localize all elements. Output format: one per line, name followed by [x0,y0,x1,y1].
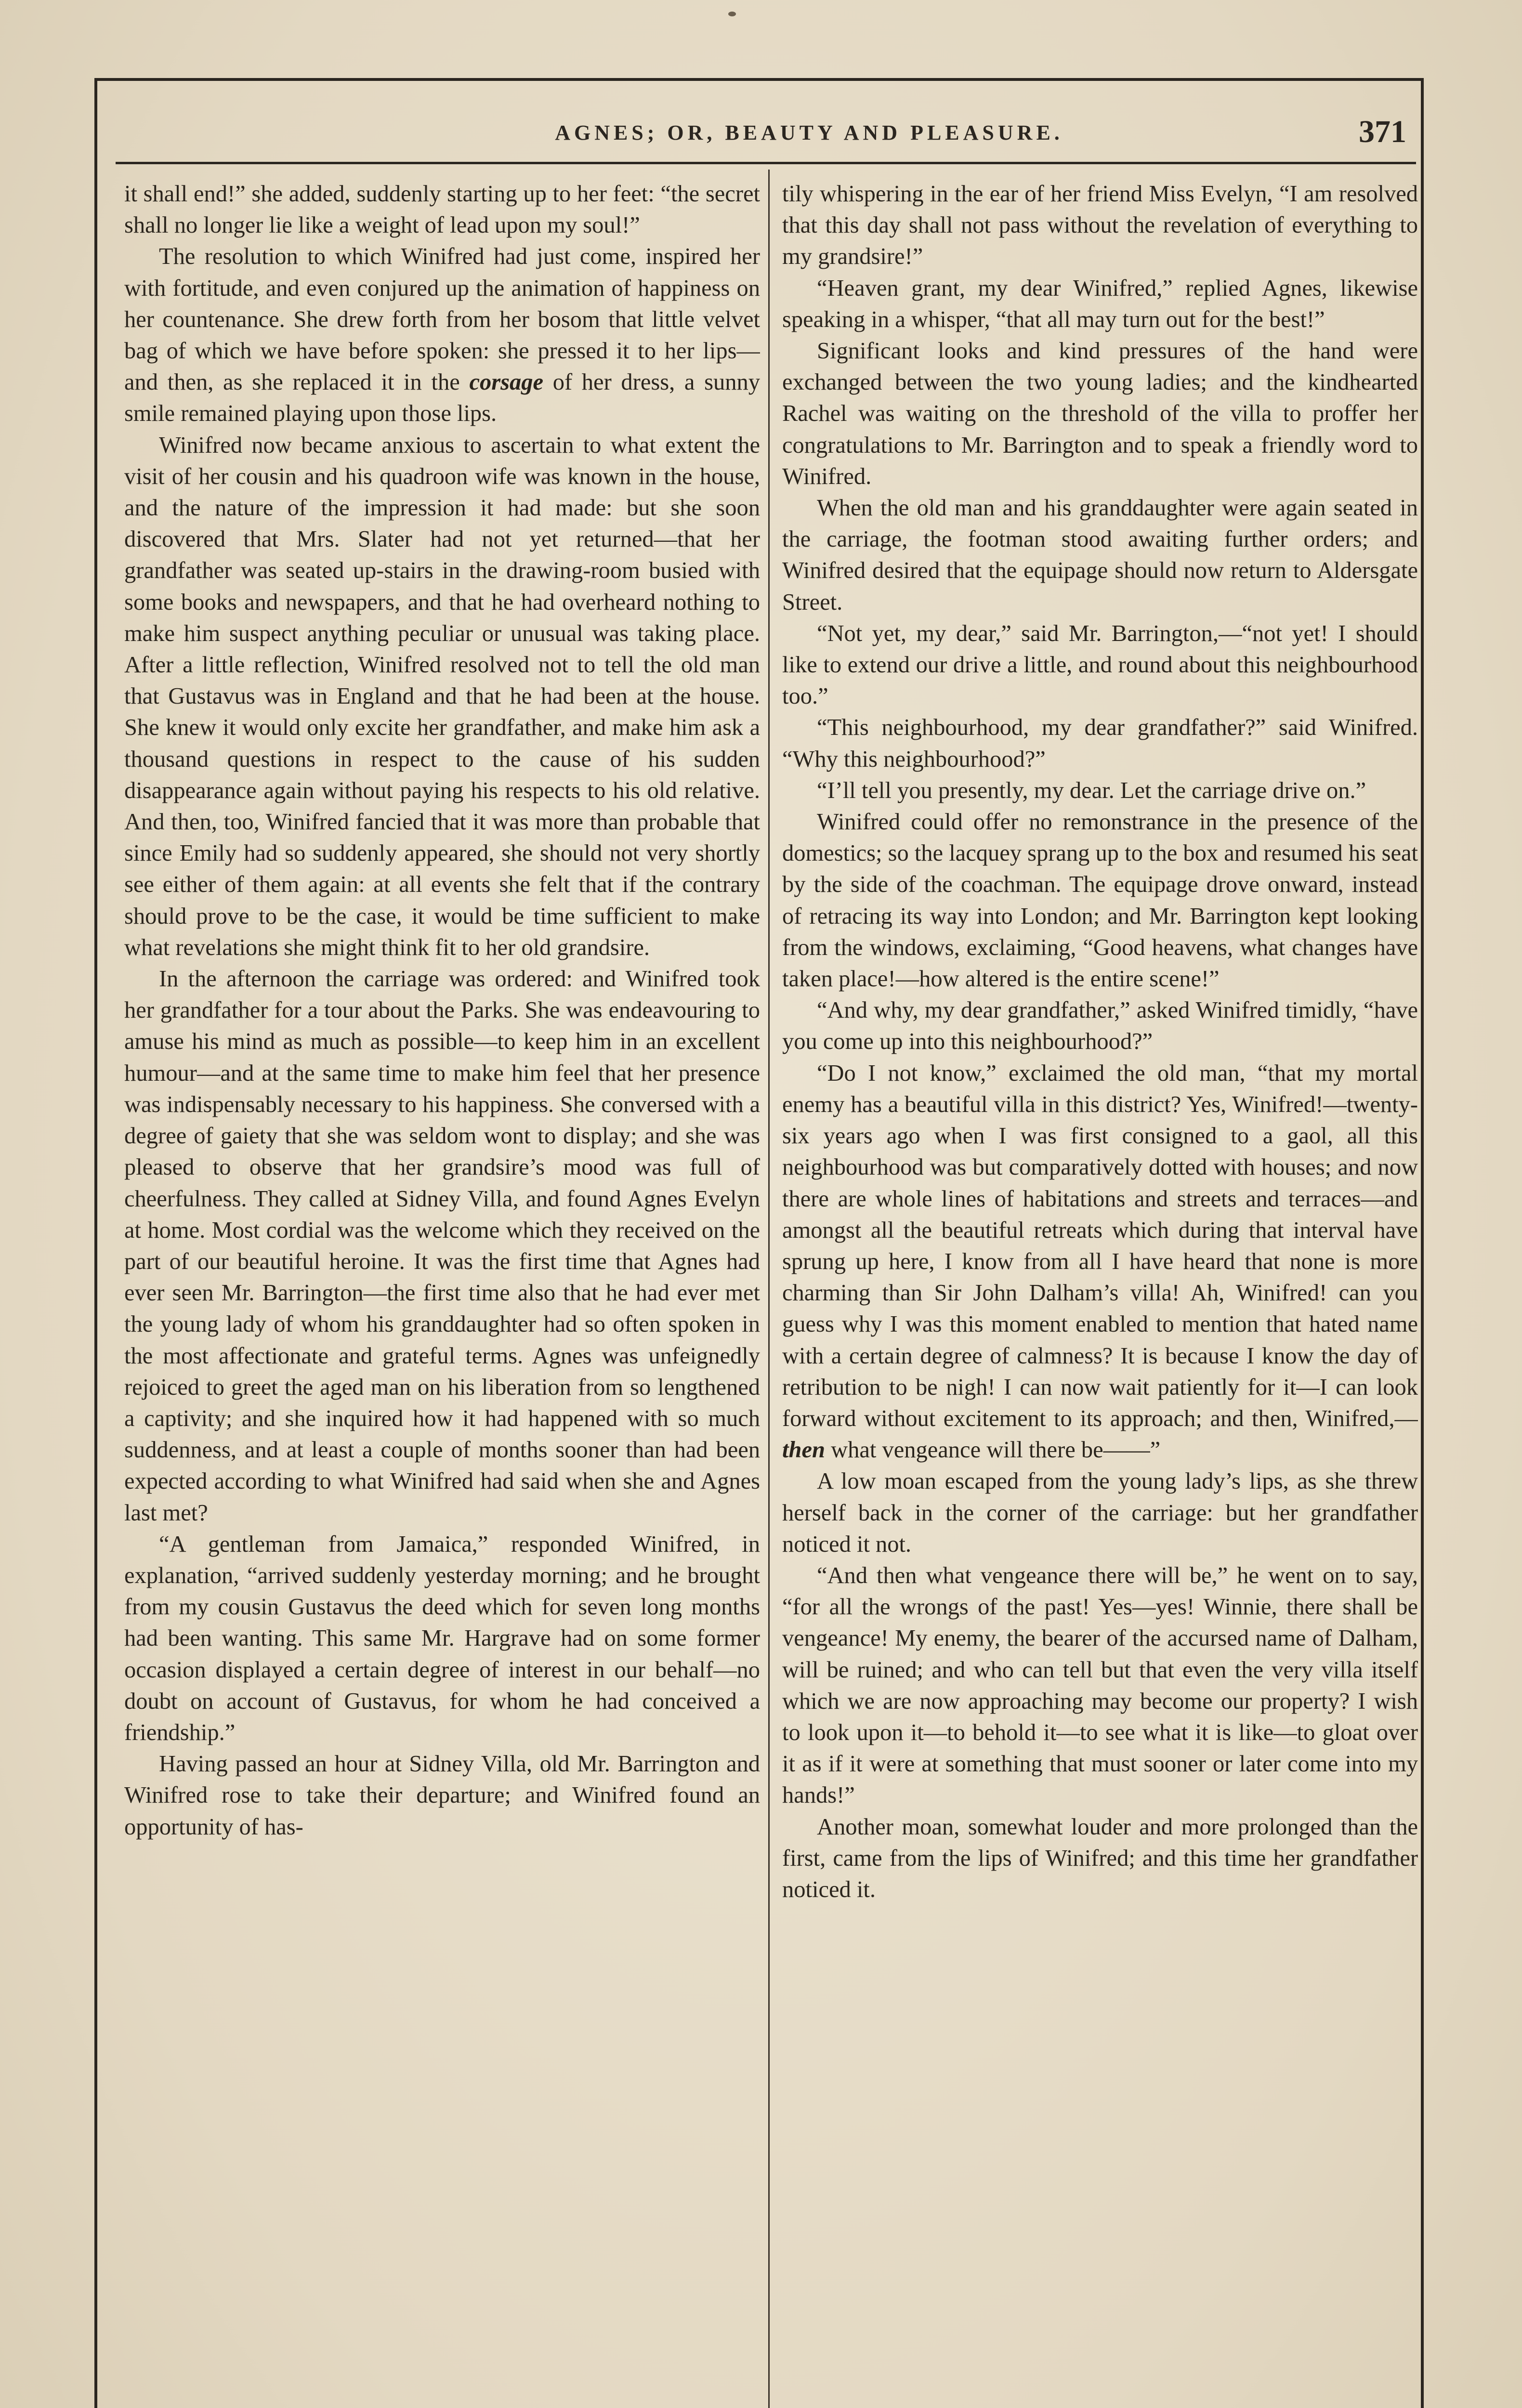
paragraph: In the afternoon the carriage was ordered: and Winifred took her grandfather for a tour about the Parks. She was endeavouring to amuse his mind as much as possible—to keep him in an excellent humour—and at the same time to make him feel that her presence was indispensably necessary to his happiness. She conversed with a degree of gaiety that she was seldom wont to display; and she was pleased to observe that her grandsire’s mood was full of cheerfulness. They called at Sidney Villa, and found Agnes Evelyn at home. Most cordial was the welcome which they received on the part of our beautiful heroine. It was the first time that Agnes had ever seen Mr. Barrington—the first time also that he had ever met the young lady of whom his granddaughter had so often spoken in the most affectionate and grateful terms. Agnes was unfeignedly rejoiced to greet the aged man on his liberation from so lengthened a captivity; and she inquired how it had happened with so much suddenness, and at least a couple of months sooner than had been expected according to what Winifred had said when she and Agnes last met? [124,966,760,1526]
column-divider [768,170,770,2408]
paragraph: When the old man and his granddaughter were again seated in the carriage, the footman stood awaiting further orders; and Winifred desired that the equipage should now return to Aldersgate Street. [782,495,1418,615]
paragraph-text: what vengeance will there be——” [831,1437,1161,1463]
paragraph: tily whispering in the ear of her friend Miss Evelyn, “I am resolved that this day shall not pass without the revelation of everything to my grandsire!” [782,181,1418,270]
paragraph: Winifred now became anxious to ascertain to what extent the visit of her cousin and his quadroon wife was known in the house, and the nature of the impression it had made: but she soon discovered that Mrs. Slater had not yet returned—that her grandfather was seated up-stairs in the drawing-room busied with some books and newspapers, and that he had overheard nothing to make him suspect anything peculiar or unusual was taking place. After a little reflection, Winifred resolved not to tell the old man that Gustavus was in England and that he had been at the house. She knew it would only excite her grandfather, and make him ask a thousand questions in respect to the cause of his sudden disappearance again without paying his respects to his old relative. And then, too, Winifred fancied that it was more than probable that since Emily had so suddenly appeared, she should not very shortly see either of them again: at all events she felt that if the contrary should prove to be the case, it would be time sufficient to make what revelations she might think fit to her old grandsire. [124,432,760,960]
paragraph: A low moan escaped from the young lady’s lips, as she threw herself back in the corner of the carriage: but her grandfather noticed it not. [782,1468,1418,1557]
paragraph: “Heaven grant, my dear Winifred,” replied Agnes, likewise speaking in a whisper, “that all may turn out for the best!” [782,275,1418,332]
paragraph: “This neighbourhood, my dear grandfather?” said Winifred. “Why this neighbourhood?” [782,715,1418,772]
left-column [124,178,760,2408]
paragraph: Another moan, somewhat louder and more prolonged than the first, came from the lips of Winifred; and this time her grandfather noticed it. [782,1814,1418,1902]
paragraph: Winifred could offer no remonstrance in the presence of the domestics; so the lacquey sprang up to the box and resumed his seat by the side of the coachman. The equipage drove onward, instead of retracing its way into London; and Mr. Barrington kept looking from the windows, exclaiming, “Good heavens, what changes have taken place!—how altered is the entire scene!” [782,809,1418,992]
paragraph: “Not yet, my dear,” said Mr. Barrington,—“not yet! I should like to extend our drive a little, and round about this neighbourhood too.” [782,620,1418,709]
running-title: AGNES; OR, BEAUTY AND PLEASURE. [555,121,1063,144]
paragraph: it shall end!” she added, suddenly starting up to her feet: “the secret shall no longer lie like a weight of lead upon my soul!” [124,181,760,238]
paragraph [782,1058,1418,1466]
page-number: 371 [1359,114,1406,149]
italic-word: corsage [469,369,543,395]
paragraph-text: of her dress, a sunny smile remained playing upon those lips. [124,369,760,427]
paragraph: Significant looks and kind pressures of the hand were exchanged between the two young ladies; and the kindhearted Rachel was waiting on the threshold of the villa to proffer her congratulations to Mr. Barrington and to speak a friendly word to Winifred. [782,338,1418,489]
paragraph-text: “Do I not know,” exclaimed the old man, “that my mortal enemy has a beautiful villa in this district? Yes, Winifred!—twenty-six years ago when I was first consigned to a gaol, all this neighbourhood was but comparatively dotted with houses; and now there are whole lines of habitations and streets and terraces—and amongst all the beautiful retreats which during that interval have sprung up here, I know from all I have heard that none is more charming than Sir John Dalham’s villa! Ah, Winifred! can you guess why I was this moment enabled to mention that hated name with a certain degree of calmness? It is because I know the day of retribution to be nigh! I can now wait patiently for it—I can look forward without excitement to its approach; and then, Winifred,— [782,1060,1418,1431]
paragraph: “A gentleman from Jamaica,” responded Winifred, in explanation, “arrived suddenly yesterday morning; and he brought from my cousin Gustavus the deed which for seven long months had been wanting. This same Mr. Hargrave had on some former occasion displayed a certain degree of interest in our behalf—no doubt on account of Gustavus, for whom he had conceived a friendship.” [124,1531,760,1745]
paragraph-text: The resolution to which Winifred had just come, inspired her with fortitude, and even conjured up the animation of happiness on her countenance. She drew forth from her bosom that little velvet bag of which we have before spoken: she pressed it to her lips—and then, as she replaced it in the [124,244,760,395]
paragraph: “And why, my dear grandfather,” asked Winifred timidly, “have you come up into this neighbourhood?” [782,997,1418,1055]
paragraph: Having passed an hour at Sidney Villa, old Mr. Barrington and Winifred rose to take their departure; and Winifred found an opportunity of has- [124,1751,760,1840]
header-rule [116,162,1416,164]
ink-speck [728,12,736,16]
paragraph: “I’ll tell you presently, my dear. Let the carriage drive on.” [817,777,1366,803]
italic-word: then [782,1437,825,1463]
paragraph [124,241,760,429]
paragraph: “And then what vengeance there will be,” he went on to say, “for all the wrongs of the past! Yes—yes! Winnie, there shall be vengeance! My enemy, the bearer of the accursed name of Dalham, will be ruined; and who can tell but that even the very villa itself which we are now approaching may become our property? I wish to look upon it—to behold it—to see what it is like—to gloat over it as if it were at something that must sooner or later come into my hands!” [782,1562,1418,1808]
right-column [782,178,1418,2408]
